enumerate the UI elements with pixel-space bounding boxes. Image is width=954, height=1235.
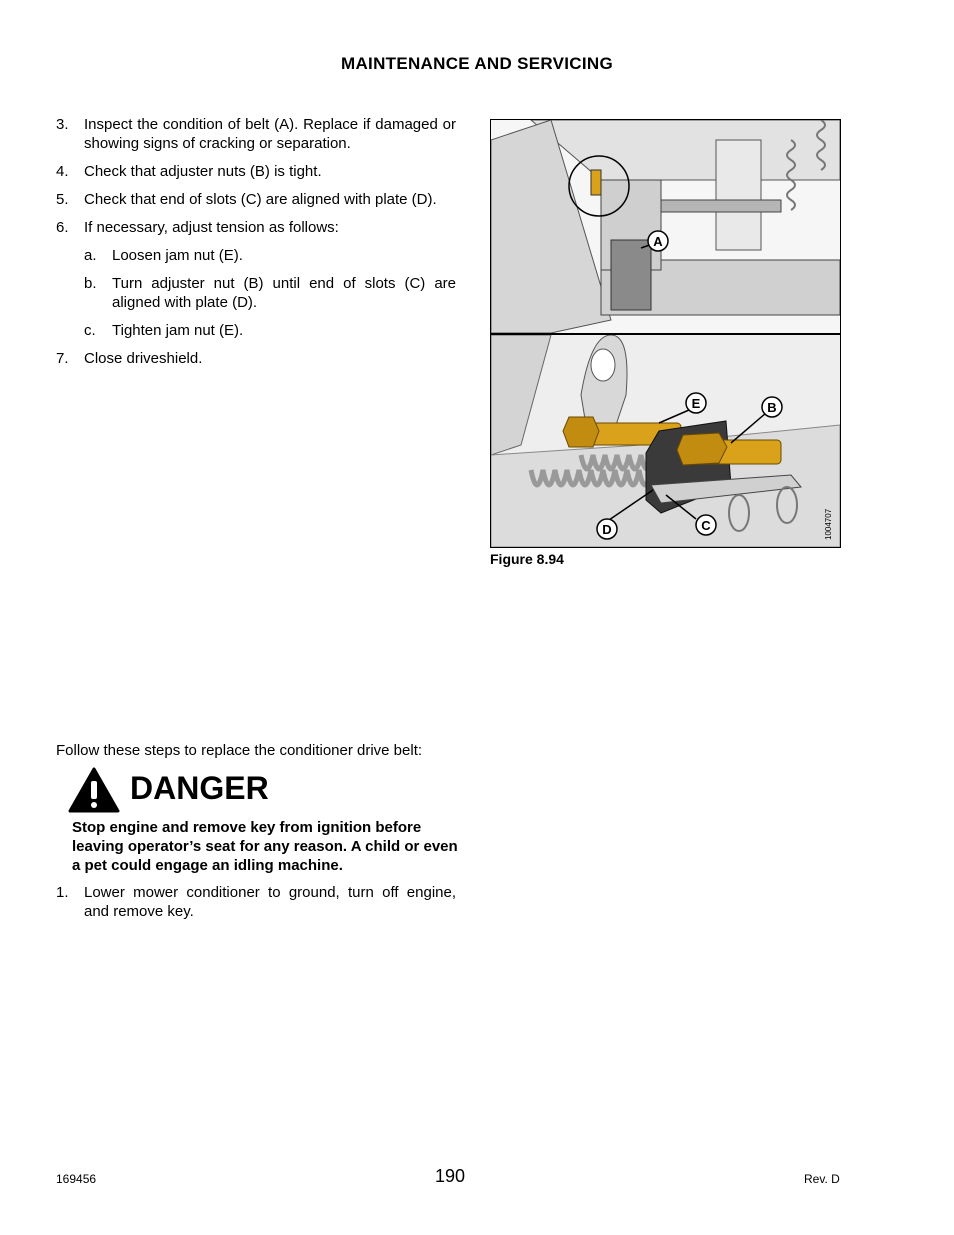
detail-illustration (491, 335, 840, 547)
substep-b (56, 274, 456, 312)
section-header: MAINTENANCE AND SERVICING (341, 54, 613, 73)
substep-c (56, 321, 456, 340)
substep-a (56, 246, 456, 265)
callout-c: C (701, 518, 711, 533)
doc-number: 169456 (56, 1172, 97, 1186)
step-6 (56, 218, 456, 237)
step-text: Close driveshield. (84, 350, 203, 367)
step-list (56, 115, 456, 377)
step-5 (56, 190, 456, 209)
figure-overview-image (491, 120, 840, 335)
callout-d: D (602, 522, 612, 537)
danger-title: DANGER (130, 770, 269, 806)
step-3 (56, 115, 456, 153)
figure-detail-image (491, 335, 840, 547)
callout-b: B (767, 400, 777, 415)
image-id: 1004707 (824, 508, 833, 540)
substep-text: Tighten jam nut (E). (112, 322, 244, 339)
callout-a: A (653, 234, 663, 249)
substep-text: Turn adjuster nut (B) until end of slots (C) are aligned with plate (D). (112, 275, 456, 311)
step-text: If necessary, adjust tension as follows: (84, 219, 339, 236)
step-4 (56, 162, 456, 181)
intro-text: Follow these steps to replace the conditioner drive belt: (56, 742, 423, 759)
step-1-row (56, 883, 456, 921)
step-7 (56, 349, 456, 368)
step-1 (56, 883, 456, 930)
step-text: Check that end of slots (C) are aligned with plate (D). (84, 191, 437, 208)
step-number: 5. (56, 191, 69, 208)
step-text: Lower mower conditioner to ground, turn off engine, and remove key. (84, 884, 456, 920)
substep-letter: b. (84, 275, 97, 292)
figure-caption: Figure 8.94 (490, 551, 564, 567)
page-number: 190 (434, 1166, 466, 1186)
step-text: Check that adjuster nuts (B) is tight. (84, 163, 322, 180)
step-number: 3. (56, 116, 69, 133)
step-number: 4. (56, 163, 69, 180)
warning-triangle-icon (68, 767, 120, 813)
danger-message: Stop engine and remove key from ignition before leaving operator’s seat for any reason. A child or even a pet could engage an idling machine. (72, 819, 458, 874)
step-number: 7. (56, 350, 69, 367)
step-text: Inspect the condition of belt (A). Replace if damaged or showing signs of cracking or separation. (84, 116, 456, 152)
substep-text: Loosen jam nut (E). (112, 247, 243, 264)
revision: Rev. D (804, 1172, 840, 1186)
substep-letter: c. (84, 322, 96, 339)
step-number: 6. (56, 219, 69, 236)
figure-belt-tension (490, 119, 841, 548)
callout-e: E (691, 396, 701, 411)
step-number: 1. (56, 884, 69, 901)
substep-letter: a. (84, 247, 97, 264)
overview-illustration (491, 120, 840, 333)
